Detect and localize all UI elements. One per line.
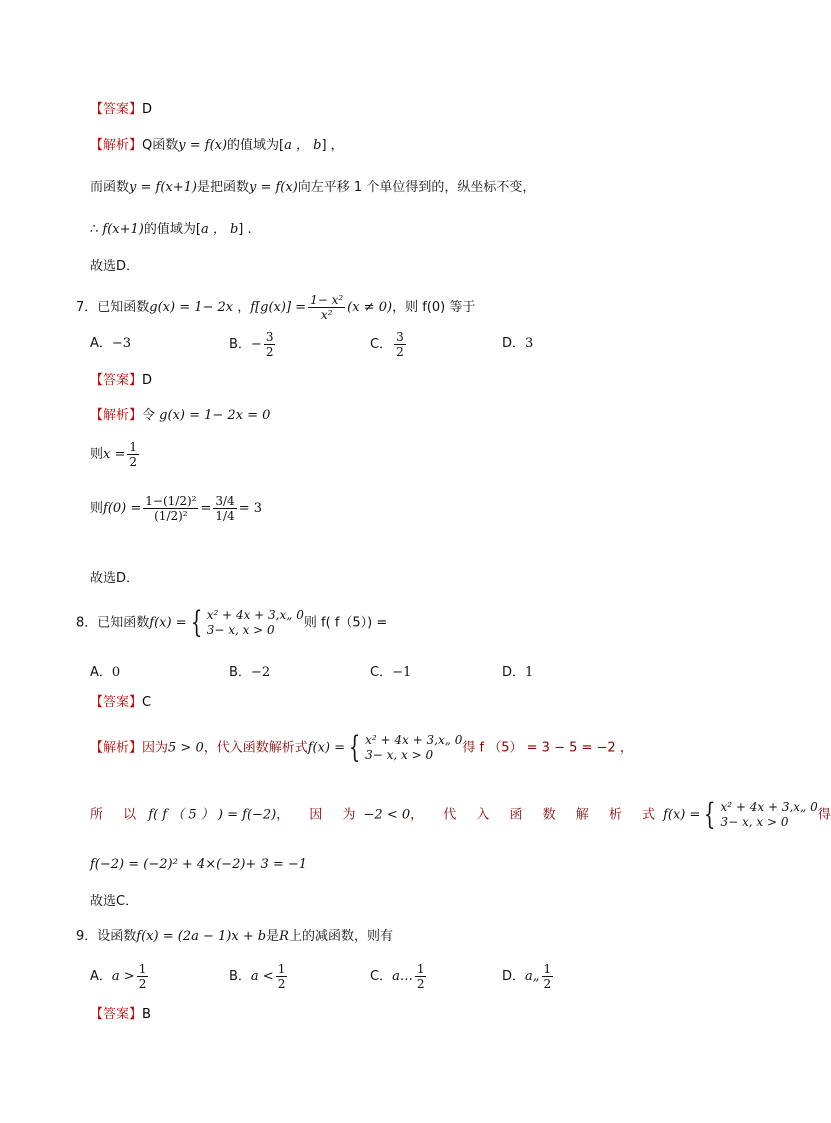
text: 所 以 (90, 807, 145, 823)
q9-answer-value: B (142, 1007, 151, 1022)
text: ， 因 为 (276, 807, 364, 823)
option-label: A． (90, 969, 112, 984)
option-value: 0 (111, 665, 121, 680)
fraction (276, 962, 288, 991)
option-label: B． (229, 665, 251, 680)
brace-glyph: { (190, 605, 202, 640)
q6-answer-line (90, 101, 152, 119)
frac-num: 1−(1/2)² (145, 494, 197, 508)
option-value: a < (250, 969, 274, 984)
math: y = f(x) (178, 138, 228, 153)
fraction (394, 330, 406, 359)
text: 则 (90, 447, 104, 462)
q8-stem (76, 605, 388, 640)
brace-glyph: { (348, 730, 361, 765)
fraction (137, 962, 149, 991)
text: 的值域为[ (227, 138, 285, 153)
text: 则 f( f（5）) = (303, 615, 388, 631)
q8-option-b (229, 664, 270, 682)
text: ，代入函数解析式 (203, 740, 308, 756)
q6-line3 (90, 221, 252, 239)
math: f[g(x)] = (250, 300, 307, 315)
piece-row: 3− x, x > 0 (720, 815, 789, 829)
fraction (264, 330, 276, 359)
option-label: C． (370, 337, 393, 352)
math: f(−2) = (−2)² + 4×(−2)+ 3 = −1 (90, 857, 308, 872)
math: g(x) = 1− 2x (149, 300, 234, 315)
math: = (200, 501, 212, 516)
frac-den: 2 (265, 345, 274, 359)
text: 而函数 (90, 180, 130, 195)
frac-den: (1/2)² (154, 509, 188, 523)
q7-option-a (90, 335, 131, 353)
option-label: B． (229, 969, 251, 984)
math: f( f （ 5 ） ) = f(−2) (148, 807, 277, 823)
fraction (143, 494, 198, 523)
text: 得 (817, 807, 831, 823)
text: ] ， (321, 138, 344, 153)
piece-row: x² + 4x + 3,x„ 0 (365, 733, 463, 747)
q8-analysis-line (90, 730, 633, 765)
piecewise (187, 605, 304, 640)
question-number: 8．已知函数 (76, 615, 150, 631)
frac-den: 2 (396, 345, 404, 359)
q7-analysis-line (90, 407, 270, 425)
piece-row: 3− x, x > 0 (206, 623, 275, 637)
q7-answer-value: D (142, 373, 153, 388)
option-value: a„ (525, 969, 540, 984)
q9-option-d (502, 962, 555, 991)
frac-num: 3 (396, 330, 404, 344)
text: 的值域为[ (143, 222, 201, 237)
text: ，则 f(0) 等于 (392, 300, 476, 315)
q9-answer-line (90, 1006, 151, 1024)
text: ] . (238, 222, 252, 237)
frac-num: 3/4 (215, 494, 235, 508)
q6-analysis-line (90, 137, 344, 155)
q9-stem (76, 928, 393, 946)
option-value: −1 (392, 665, 412, 680)
option-label: B． (229, 337, 251, 352)
math: R (279, 929, 289, 944)
option-value: 1 (525, 665, 534, 680)
question-number: 7．已知函数 (76, 300, 150, 315)
option-value: a… (392, 969, 413, 984)
math: g(x) = 1− 2x = 0 (159, 408, 271, 423)
q7-answer-line (90, 372, 152, 390)
q7-step3 (90, 494, 262, 523)
frac-num: 1 (543, 962, 552, 976)
piece-row: x² + 4x + 3,x„ 0 (720, 800, 818, 814)
text: 上的减函数，则有 (288, 929, 393, 944)
fraction (213, 494, 236, 523)
q7-step2 (90, 440, 141, 469)
q6-answer-value: D (142, 102, 153, 117)
q8-step2 (90, 797, 831, 832)
math: y = f(x+1) (129, 180, 197, 195)
math: (x ≠ 0) (347, 300, 393, 315)
option-label: C． (370, 969, 393, 984)
option-value: −3 (111, 336, 132, 351)
fraction (127, 440, 139, 469)
option-value: 3 (525, 336, 534, 351)
text: 因为 (142, 740, 169, 756)
q8-option-d (502, 664, 533, 682)
frac-den: x² (320, 308, 333, 322)
frac-num: 1− x² (310, 293, 344, 307)
piece-row: x² + 4x + 3,x„ 0 (206, 608, 304, 622)
q9-option-b (229, 962, 289, 991)
math: a ， b (284, 138, 322, 153)
frac-den: 1/4 (215, 509, 235, 523)
math: f(x) = (307, 740, 346, 756)
answer-tag: 【答案】 (90, 373, 143, 388)
option-label: C． (370, 665, 393, 680)
piecewise (700, 797, 818, 832)
answer-tag: 【答案】 (90, 1007, 143, 1022)
math: f(x+1) (102, 222, 144, 237)
frac-den: 2 (543, 977, 552, 991)
analysis-tag: 【解析】 (90, 740, 143, 756)
q7-stem (76, 293, 475, 322)
math: −2 < 0 (363, 807, 411, 823)
q9-option-a (90, 962, 150, 991)
frac-num: 1 (416, 962, 425, 976)
fraction (542, 962, 554, 991)
text: ∴ (90, 222, 99, 237)
text: ， 代 入 函 数 解 析 式 (410, 807, 664, 823)
frac-den: 2 (129, 455, 138, 469)
option-label: D． (502, 665, 526, 680)
math: x = (103, 447, 126, 462)
q7-option-b (229, 330, 277, 359)
option-value: − (250, 337, 262, 352)
math: f(x) = (2a − 1)x + b (136, 929, 267, 944)
answer-tag: 【答案】 (90, 102, 143, 117)
option-label: D． (502, 336, 526, 351)
frac-num: 3 (265, 330, 274, 344)
math: = 3 (238, 501, 262, 516)
piece-row: 3− x, x > 0 (365, 748, 434, 762)
q8-step3 (90, 856, 307, 874)
q8-answer-value: C (142, 695, 152, 710)
math: f(x) = (149, 615, 187, 631)
math: f(0) = (103, 501, 142, 516)
q7-conclusion: 故选D． (90, 571, 140, 586)
q8-answer-line (90, 694, 151, 712)
q8-option-c (370, 664, 411, 682)
text: 是 (266, 929, 280, 944)
math: 5 > 0 (168, 740, 204, 756)
text: 得 f （5） = 3 − 5 = −2 ， (462, 740, 633, 756)
text: 则 (90, 501, 104, 516)
analysis-tag: 【解析】 (90, 138, 143, 153)
text: 向左平移 1 个单位得到的，纵坐标不变， (297, 180, 536, 195)
answer-tag: 【答案】 (90, 695, 143, 710)
analysis-tag: 【解析】 (90, 408, 143, 423)
option-label: A． (90, 336, 112, 351)
math: f(x) = (663, 807, 701, 823)
fraction (308, 293, 345, 322)
question-number: 9．设函数 (76, 929, 137, 944)
text: 令 (142, 408, 156, 423)
fraction (415, 962, 427, 991)
q9-option-c (370, 962, 428, 991)
q8-option-a (90, 664, 120, 682)
text: Q函数 (142, 138, 179, 153)
frac-num: 1 (277, 962, 286, 976)
frac-den: 2 (138, 977, 147, 991)
math: a ， b (200, 222, 239, 237)
q7-option-c (370, 330, 408, 359)
text: 是把函数 (196, 180, 249, 195)
option-value: −2 (250, 665, 271, 680)
q7-option-d (502, 335, 533, 353)
q6-line2 (90, 179, 535, 197)
option-value: a > (111, 969, 135, 984)
text: ， (233, 300, 251, 315)
frac-den: 2 (277, 977, 286, 991)
brace-glyph: { (704, 797, 716, 832)
math: y = f(x) (248, 180, 298, 195)
option-label: A． (90, 665, 112, 680)
frac-num: 1 (138, 962, 147, 976)
frac-num: 1 (129, 440, 138, 454)
piecewise (345, 730, 463, 765)
option-label: D． (502, 969, 526, 984)
q8-conclusion: 故选C． (90, 894, 139, 909)
q6-conclusion: 故选D． (90, 259, 140, 274)
frac-den: 2 (416, 977, 425, 991)
